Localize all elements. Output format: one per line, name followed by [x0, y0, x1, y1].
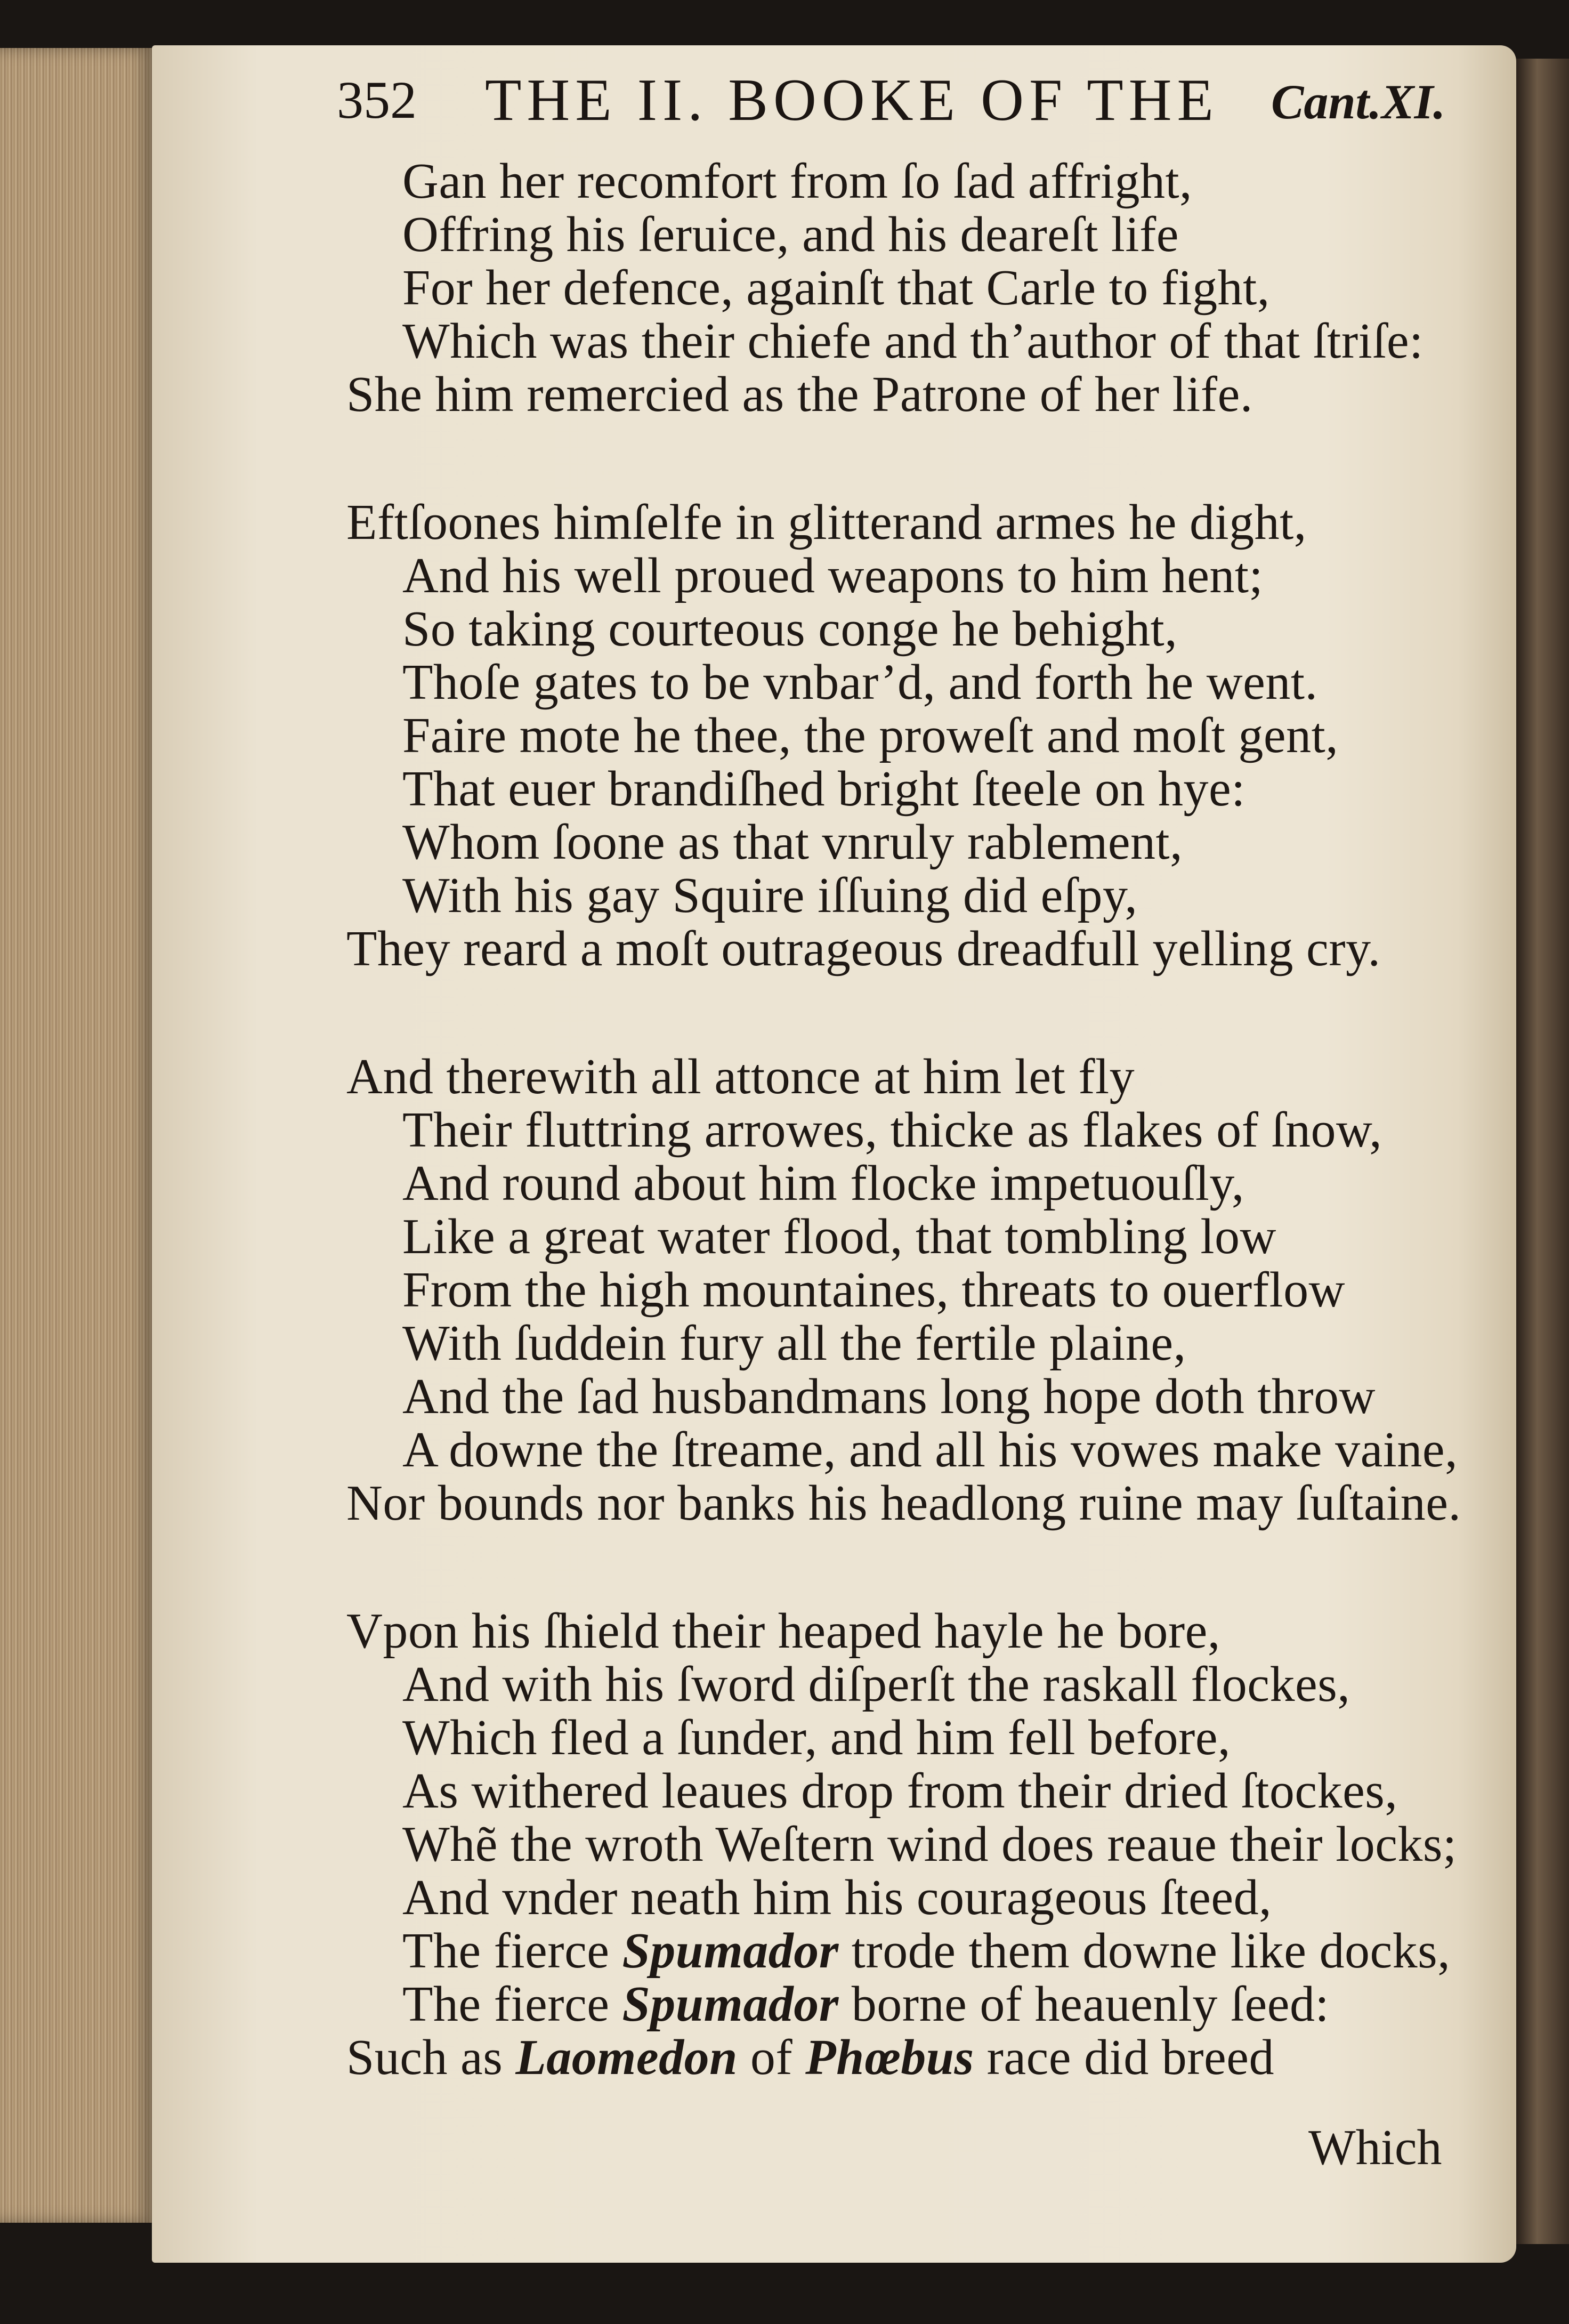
verse-line: Their fluttring arrowes, thicke as flakes of ſnow, [402, 1102, 1382, 1158]
verse-line: She him remercied as the Patrone of her life. [346, 367, 1253, 422]
verse-line: Whom ſoone as that vnruly rablement, [402, 814, 1183, 870]
verse-line: Nor bounds nor banks his headlong ruine may ſuſtaine. [346, 1475, 1461, 1531]
page-number: 352 [337, 70, 417, 130]
verse-line: The fierce Spumador trode them downe like docks, [402, 1923, 1451, 1979]
verse-line: The fierce Spumador borne of heauenly ſeed: [402, 1976, 1330, 2032]
verse-line: Gan her recomfort from ſo ſad affright, [402, 154, 1193, 209]
verse-line: Eftſoones himſelfe in glitterand armes he dight, [346, 495, 1307, 550]
verse-line: Whẽ the wroth Weſtern wind does reaue their locks; [402, 1817, 1457, 1872]
verse-line: With his gay Squire iſſuing did eſpy, [402, 868, 1138, 923]
verse-line: So taking courteous conge he behight, [402, 601, 1178, 657]
book-page-edges [0, 48, 155, 2223]
verse-line: Vpon his ſhield their heaped hayle he bore, [346, 1603, 1220, 1659]
verse-line: And round about him flocke impetuouſly, [402, 1156, 1244, 1211]
verse-line: From the high mountaines, threats to ouerflow [402, 1262, 1346, 1318]
verse-line: They reard a moſt outrageous dreadfull yelling cry. [346, 921, 1381, 977]
canto-label: Cant.XI. [1271, 75, 1446, 129]
verse-line: And vnder neath him his courageous ſteed, [402, 1870, 1272, 1925]
verse-line: Which was their chiefe and th’author of that ſtriſe: [402, 313, 1424, 369]
verse-line: As withered leaues drop from their dried ſtockes, [402, 1763, 1398, 1819]
running-title: THE II. BOOKE OF THE [485, 67, 1219, 133]
verse-line: With ſuddein fury all the fertile plaine, [402, 1316, 1186, 1371]
verse-line: Offring his ſeruice, and his deareſt life [402, 207, 1179, 262]
verse-line: And therewith all attonce at him let fly [346, 1049, 1135, 1104]
book-binding-edge [1516, 59, 1569, 2244]
verse-line: And the ſad husbandmans long hope doth throw [402, 1369, 1376, 1424]
running-head [0, 69, 1569, 133]
verse-line: And his well proued weapons to him hent; [402, 548, 1264, 603]
verse-line: Such as Laomedon of Phœbus race did breed [346, 2030, 1274, 2085]
catchword: Which [1308, 2120, 1442, 2175]
verse-line: Like a great water flood, that tombling low [402, 1209, 1276, 1264]
verse-line: Faire mote he thee, the proweſt and moſt gent, [402, 708, 1339, 763]
verse-line: A downe the ſtreame, and all his vowes make vaine, [402, 1422, 1458, 1478]
verse-line: Which fled a ſunder, and him fell before, [402, 1710, 1231, 1765]
verse-line: Thoſe gates to be vnbar’d, and forth he went. [402, 655, 1318, 710]
verse-line: That euer brandiſhed bright ſteele on hye: [402, 761, 1246, 817]
verse-line: For her defence, againſt that Carle to fight, [402, 260, 1270, 316]
verse-line: And with his ſword diſperſt the raskall flockes, [402, 1657, 1350, 1712]
